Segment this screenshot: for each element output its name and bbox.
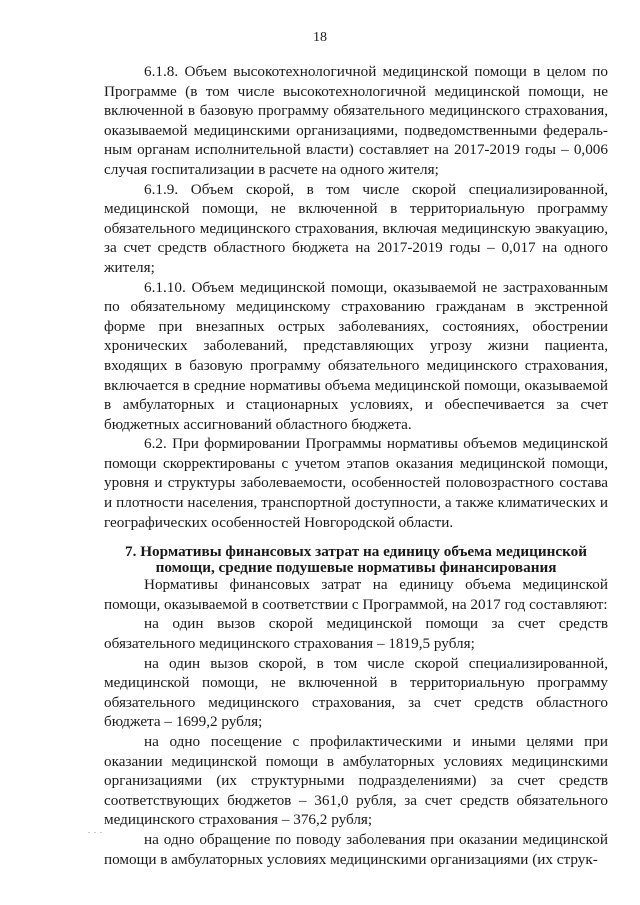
paragraph-outpatient-visit: на одно посещение с профилактическими и иными целями при оказании медицинской помощи в амбулаторных условиях медицинскими организациями (их структурными подразделениями) за счет средств соответствующих бюджетов – 361,0 рубля, за счет средств обязательного медицинского страхования – 376,2 рубля;	[104, 733, 608, 829]
paragraph-6-2: 6.2. При формировании Программы нормативы объемов медицинской помощи скорректированы с учетом этапов оказания медицинской помощи, уровня и структуры заболеваемости, особенностей половозрастного состава и плотности населения, транспортной доступности, а также климатических и географических особенностей Новгородской области.	[104, 435, 608, 531]
section-7-heading-line1: 7. Нормативы финансовых затрат на единицу объема медицинской	[125, 543, 587, 561]
section-7-heading-line2: помощи, средние подушевые нормативы финансирования	[155, 558, 557, 576]
paragraph-6-1-8: 6.1.8. Объем высокотехнологичной медицинской помощи в целом по Программе (в том числе высокотехнологичной медицинской помощи, не включенной в базовую программу обязательного медицинского страхования, оказываемой медицинскими организациями, подведомственными федераль-ным органам исполнительной власти) составляет на 2017-2019 годы – 0,006 случая госпитализации в расчете на одного жителя;	[104, 63, 608, 178]
section-7-heading	[104, 544, 608, 575]
paragraph-special-ambulance-call: на один вызов скорой, в том числе скорой специализированной, медицинской помощи, не включенной в территориальную программу обязательного медицинского страхования, за счет средств областного бюджета – 1699,2 рубля;	[104, 654, 608, 731]
paragraph-6-1-10: 6.1.10. Объем медицинской помощи, оказываемой не застрахованным по обязательному медицинскому страхованию гражданам в экстренной форме при внезапных острых заболеваниях, состояниях, обострении хронических заболеваний, представляющих угрозу жизни пациента, входящих в базовую программу обязательного медицинского страхования, включается в средние нормативы объема медицинской помощи, оказываемой в амбулаторных и стационарных условиях, и обеспечивается за счет бюджетных ассигнований областного бюджета.	[104, 278, 608, 433]
paragraph-ambulance-call: на один вызов скорой медицинской помощи за счет средств обязательного медицинского страхования – 1819,5 рубля;	[104, 615, 608, 653]
paragraph-section-7-intro: Нормативы финансовых затрат на единицу объема медицинской помощи, оказываемой в соответствии с Программой, на 2017 год составляют:	[104, 576, 608, 613]
margin-mark: . . .	[88, 826, 103, 835]
paragraph-outpatient-appeal: на одно обращение по поводу заболевания при оказании медицинской помощи в амбулаторных условиях медицинскими организациями (их струк-	[104, 830, 608, 868]
page-number: 18	[313, 30, 327, 45]
document-body	[104, 62, 608, 869]
paragraph-6-1-9: 6.1.9. Объем скорой, в том числе скорой специализированной, медицинской помощи, не включенной в территориальную программу обязательного медицинского страхования, включая медицинскую эвакуацию, за счет средств областного бюджета на 2017-2019 годы – 0,017 на одного жителя;	[104, 180, 608, 276]
